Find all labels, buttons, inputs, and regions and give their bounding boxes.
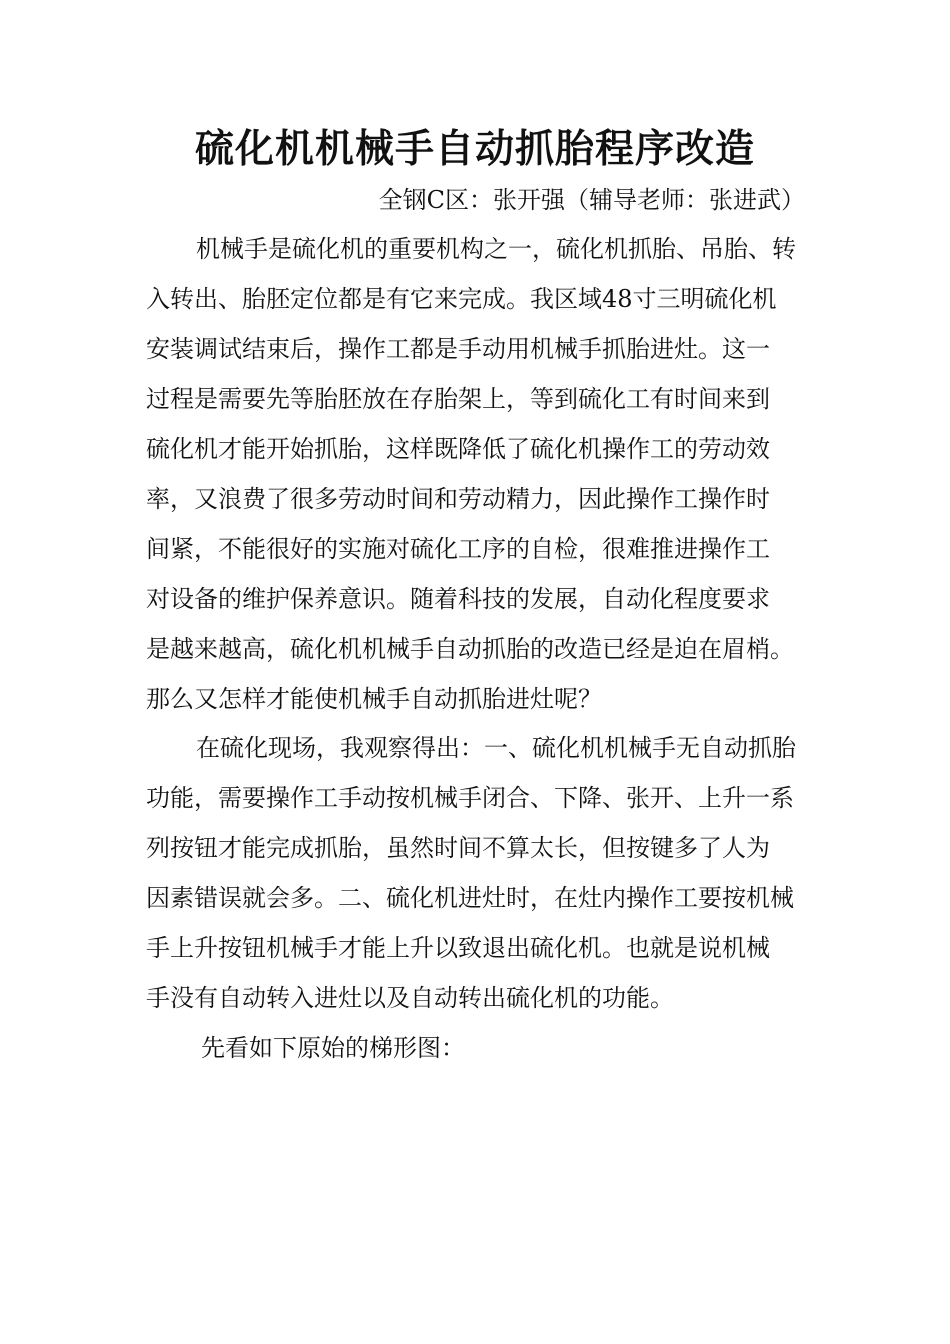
paragraph-1-line-1: 机械手是硫化机的重要机构之一，硫化机抓胎、吊胎、转: [196, 235, 796, 263]
document-author: 全钢C区：张开强（辅导老师：张进武）: [378, 186, 805, 214]
paragraph-1-line-4: 过程是需要先等胎胚放在存胎架上，等到硫化工有时间来到: [146, 385, 770, 413]
paragraph-1-line-7: 间紧，不能很好的实施对硫化工序的自检，很难推进操作工: [146, 535, 770, 563]
paragraph-1-line-2: 入转出、胎胚定位都是有它来完成。我区域48寸三明硫化机: [146, 285, 777, 313]
paragraph-1-line-6: 率，又浪费了很多劳动时间和劳动精力，因此操作工操作时: [146, 485, 770, 513]
paragraph-2-line-3: 列按钮才能完成抓胎，虽然时间不算太长，但按键多了人为: [146, 834, 770, 862]
paragraph-2-line-4: 因素错误就会多。二、硫化机进灶时，在灶内操作工要按机械: [146, 884, 794, 912]
paragraph-2-line-6: 手没有自动转入进灶以及自动转出硫化机的功能。: [146, 984, 674, 1012]
paragraph-1-line-3: 安装调试结束后，操作工都是手动用机械手抓胎进灶。这一: [146, 335, 770, 363]
paragraph-2-line-1: 在硫化现场，我观察得出：一、硫化机机械手无自动抓胎: [196, 734, 796, 762]
document-title: 硫化机机械手自动抓胎程序改造: [194, 127, 755, 172]
paragraph-3: 先看如下原始的梯形图：: [201, 1034, 465, 1062]
paragraph-1-line-5: 硫化机才能开始抓胎，这样既降低了硫化机操作工的劳动效: [146, 435, 770, 463]
paragraph-2-line-2: 功能，需要操作工手动按机械手闭合、下降、张开、上升一系: [146, 784, 794, 812]
paragraph-1-line-9: 是越来越高，硫化机机械手自动抓胎的改造已经是迫在眉梢。: [146, 635, 794, 663]
paragraph-1-line-10: 那么又怎样才能使机械手自动抓胎进灶呢？: [146, 685, 602, 713]
paragraph-2-line-5: 手上升按钮机械手才能上升以致退出硫化机。也就是说机械: [146, 934, 770, 962]
paragraph-1-line-8: 对设备的维护保养意识。随着科技的发展，自动化程度要求: [146, 585, 770, 613]
